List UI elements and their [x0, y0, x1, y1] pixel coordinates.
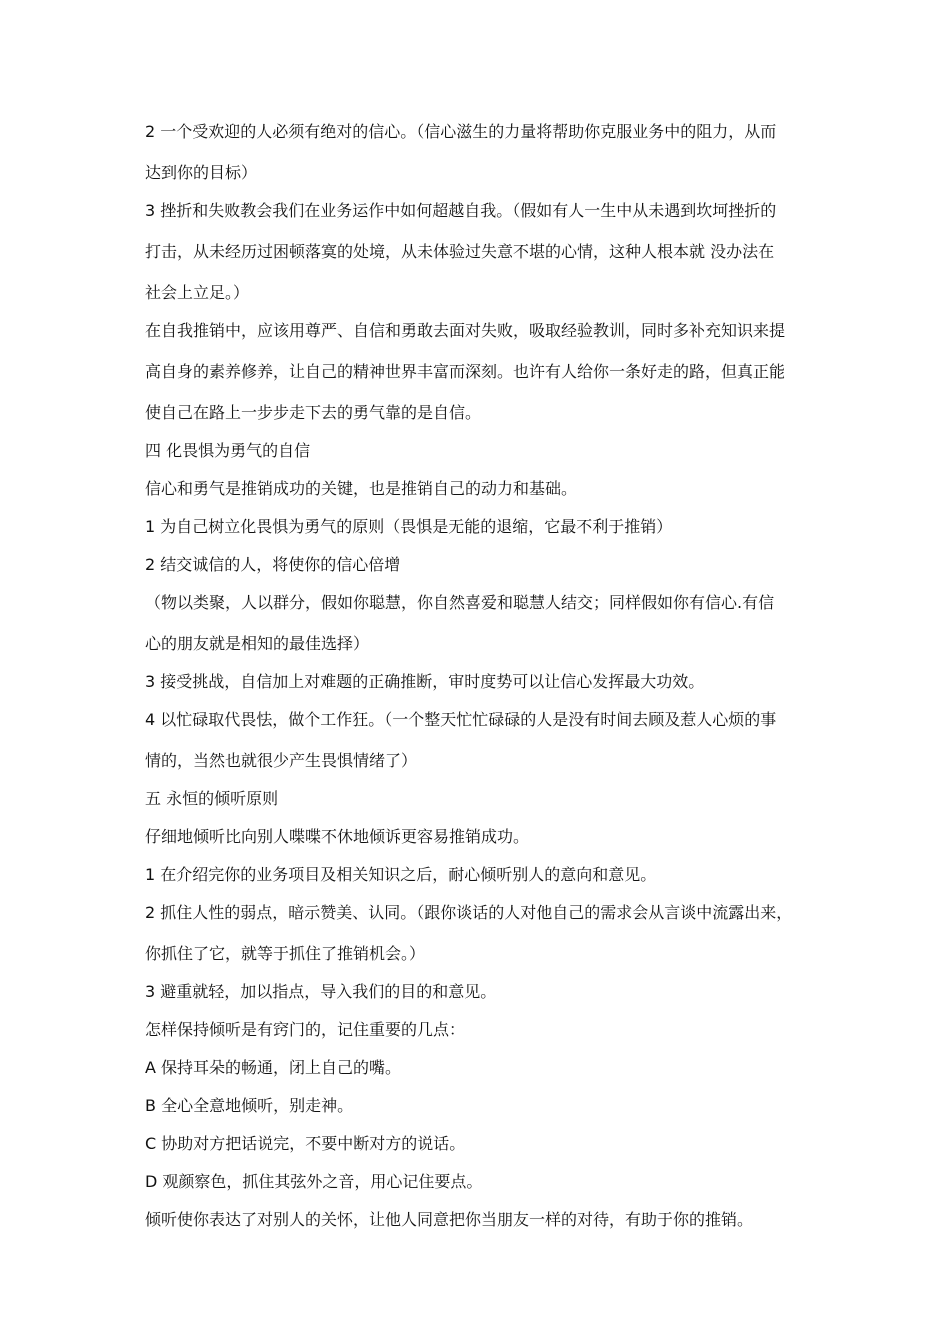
paragraph	[145, 1172, 835, 1191]
text-line: 3 挫折和失败教会我们在业务运作中如何超越自我。（假如有人一生中从未遇到坎坷挫折的	[145, 201, 777, 220]
text-line: B 全心全意地倾听，别走神。	[145, 1096, 354, 1115]
paragraph	[145, 201, 835, 302]
text-line: D 观颜察色，抓住其弦外之音，用心记住要点。	[145, 1172, 483, 1191]
text-line: 仔细地倾听比向别人喋喋不休地倾诉更容易推销成功。	[145, 827, 530, 846]
paragraph	[145, 827, 835, 846]
paragraph	[145, 710, 835, 770]
text-line: 心的朋友就是相知的最佳选择）	[145, 634, 370, 653]
paragraph	[145, 517, 835, 536]
paragraph	[145, 1058, 835, 1077]
paragraph	[145, 1210, 835, 1229]
text-line: 4 以忙碌取代畏怯，做个工作狂。（一个整天忙忙碌碌的人是没有时间去顾及惹人心烦的事	[145, 710, 777, 729]
text-line: 3 避重就轻，加以指点，导入我们的目的和意见。	[145, 982, 497, 1001]
text-line: 2 抓住人性的弱点，暗示赞美、认同。（跟你谈话的人对他自己的需求会从言谈中流露出来，	[145, 903, 793, 922]
text-line: 四 化畏惧为勇气的自信	[145, 441, 311, 460]
text-line: 打击，从未经历过困顿落寞的处境，从未体验过失意不堪的心情，这种人根本就 没办法在	[145, 242, 775, 261]
document-body	[145, 122, 835, 1248]
text-line: 怎样保持倾听是有窍门的，记住重要的几点：	[145, 1020, 466, 1039]
paragraph	[145, 1096, 835, 1115]
text-line: C 协助对方把话说完，不要中断对方的说话。	[145, 1134, 466, 1153]
paragraph	[145, 122, 835, 182]
paragraph	[145, 672, 835, 691]
text-line: 你抓住了它，就等于抓住了推销机会。）	[145, 944, 426, 963]
paragraph	[145, 1020, 835, 1039]
text-line: 3 接受挑战，自信加上对难题的正确推断，审时度势可以让信心发挥最大功效。	[145, 672, 705, 691]
text-line: 1 为自己树立化畏惧为勇气的原则（畏惧是无能的退缩，它最不利于推销）	[145, 517, 673, 536]
text-line: 五 永恒的倾听原则	[145, 789, 279, 808]
paragraph	[145, 903, 835, 963]
text-line: 情的，当然也就很少产生畏惧情绪了）	[145, 751, 418, 770]
text-line: 2 一个受欢迎的人必须有绝对的信心。（信心滋生的力量将帮助你克服业务中的阻力，从而	[145, 122, 777, 141]
text-line: 倾听使你表达了对别人的关怀，让他人同意把你当朋友一样的对待，有助于你的推销。	[145, 1210, 754, 1229]
text-line: 信心和勇气是推销成功的关键，也是推销自己的动力和基础。	[145, 479, 578, 498]
text-line: 在自我推销中，应该用尊严、自信和勇敢去面对失败，吸取经验教训，同时多补充知识来提	[145, 321, 786, 340]
paragraph	[145, 865, 835, 884]
paragraph	[145, 789, 835, 808]
paragraph	[145, 982, 835, 1001]
text-line: 1 在介绍完你的业务项目及相关知识之后，耐心倾听别人的意向和意见。	[145, 865, 657, 884]
paragraph	[145, 1134, 835, 1153]
paragraph	[145, 555, 835, 574]
text-line: 2 结交诚信的人，将使你的信心倍增	[145, 555, 401, 574]
text-line: 达到你的目标）	[145, 163, 258, 182]
text-line: （物以类聚，人以群分，假如你聪慧，你自然喜爱和聪慧人结交；同样假如你有信心.有信	[145, 593, 775, 612]
text-line: 使自己在路上一步步走下去的勇气靠的是自信。	[145, 403, 482, 422]
text-line: 高自身的素养修养，让自己的精神世界丰富而深刻。也许有人给你一条好走的路，但真正能	[145, 362, 786, 381]
paragraph	[145, 479, 835, 498]
text-line: A 保持耳朵的畅通，闭上自己的嘴。	[145, 1058, 402, 1077]
text-line: 社会上立足。）	[145, 283, 250, 302]
paragraph	[145, 321, 835, 422]
paragraph	[145, 593, 835, 653]
paragraph	[145, 441, 835, 460]
